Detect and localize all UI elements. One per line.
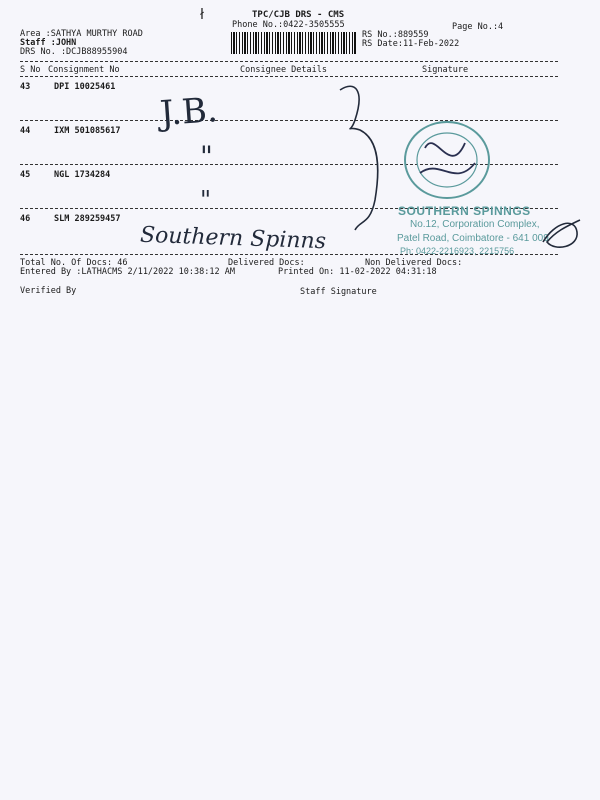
signature-stroke: [325, 80, 405, 240]
barcode: [231, 32, 356, 54]
pen-scribble: [535, 212, 585, 257]
row-44-consignment: IXM 501085617: [54, 126, 121, 136]
rs-number: RS No.:889559: [362, 30, 429, 40]
drs-number: DRS No. :DCJB88955904: [20, 47, 128, 57]
row-43-consignment: DPI 10025461: [54, 82, 116, 92]
area-label: Area :SATHYA MURTHY ROAD: [20, 29, 143, 39]
handwritten-initials: J.B.: [158, 90, 219, 134]
page-number: Page No.:4: [452, 22, 504, 32]
col-sno: S No: [20, 65, 41, 75]
entered-by: Entered By :LATHACMS 2/11/2022 10:38:12 AM: [20, 267, 235, 277]
staff-label: Staff :JOHN: [20, 38, 77, 48]
stamp-company: SOUTHERN SPINNGS: [398, 204, 531, 218]
staff-signature-label: Staff Signature: [300, 287, 377, 297]
rs-date: RS Date:11-Feb-2022: [362, 39, 460, 49]
handwritten-ditto: ": [200, 186, 212, 214]
handwritten-consignee: Southern Spinns: [139, 222, 327, 255]
handwritten-ditto: ": [200, 140, 213, 173]
divider-header: [20, 76, 558, 77]
phone-number: Phone No.:0422-3505555: [232, 20, 345, 30]
col-consignment: Consignment No: [48, 65, 120, 75]
doc-title: TPC/CJB DRS - CMS: [252, 10, 345, 20]
row-44-sno: 44: [20, 126, 31, 136]
row-46-consignment: SLM 289259457: [54, 214, 121, 224]
row-43-sno: 43: [20, 82, 31, 92]
row-45-consignment: NGL 1734284: [54, 170, 111, 180]
row-46-sno: 46: [20, 214, 31, 224]
non-delivered-docs: Non Delivered Docs:: [365, 258, 463, 268]
row-45-sno: 45: [20, 170, 31, 180]
stamp-phone: Ph: 0422-2216923, 2215756: [400, 246, 515, 256]
delivered-docs: Delivered Docs:: [228, 258, 305, 268]
printed-on: Printed On: 11-02-2022 04:31:18: [278, 267, 437, 277]
total-docs: Total No. Of Docs: 46: [20, 258, 128, 268]
stamp-address-2: Patel Road, Coimbatore - 641 009: [397, 233, 549, 244]
col-consignee: Consignee Details: [240, 65, 327, 75]
verified-by: Verified By: [20, 286, 77, 296]
pen-mark-top: ł: [200, 7, 204, 23]
divider-top: [20, 61, 558, 62]
col-signature: Signature: [422, 65, 469, 75]
stamp-address-1: No.12, Corporation Complex,: [410, 219, 540, 230]
round-stamp: [400, 118, 495, 203]
